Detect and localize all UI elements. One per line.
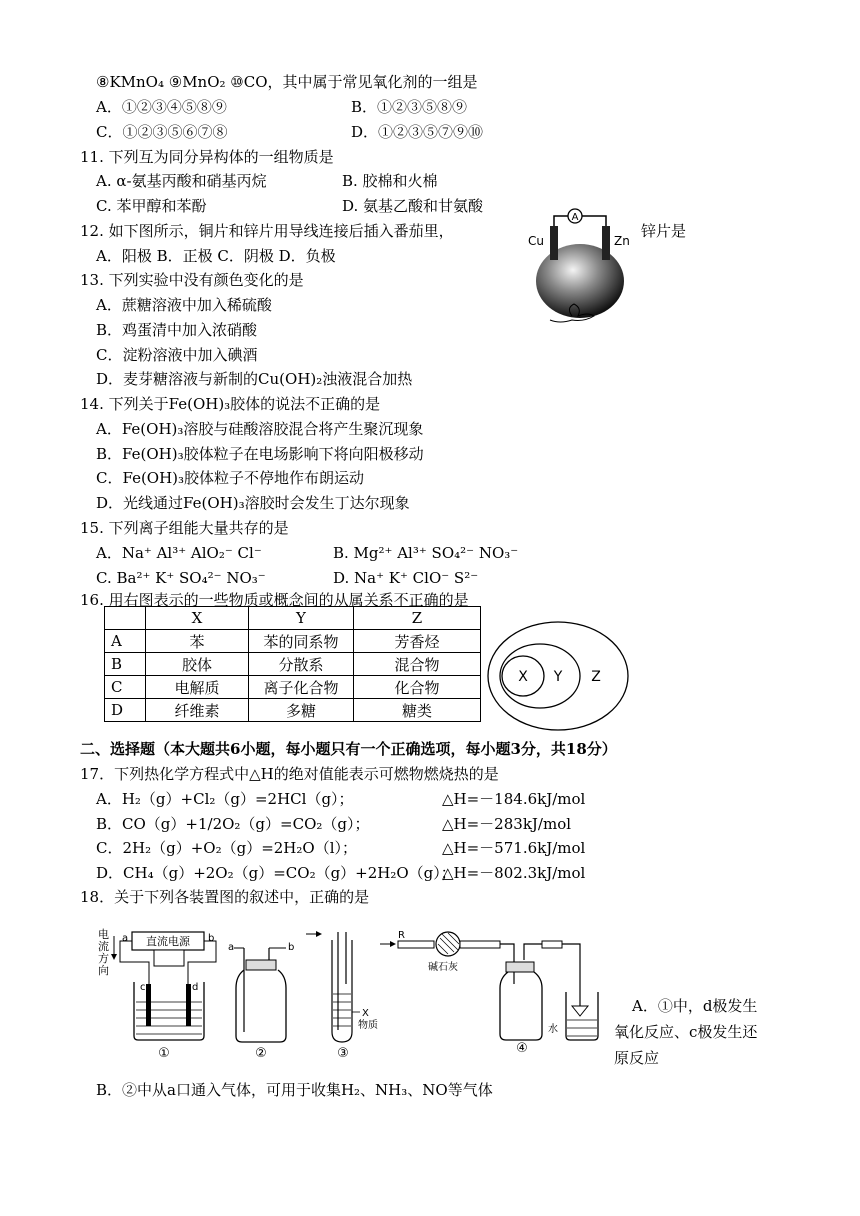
zinc-electrode: [602, 226, 610, 260]
wire-left: [554, 216, 568, 226]
q14-option-b: B．Fe(OH)₃胶体粒子在电场影响下将向阳极移动: [96, 445, 424, 463]
table-cell: C: [105, 676, 146, 699]
table-cell: D: [105, 699, 146, 722]
zn-label: Zn: [614, 234, 630, 248]
table-row: [105, 653, 481, 676]
solution-lines: [136, 1002, 202, 1034]
table-cell: 分散系: [249, 653, 354, 676]
label-d: d: [192, 982, 199, 993]
soda-lime-label: 碱石灰: [428, 962, 458, 973]
current-arrow-head: [111, 954, 117, 960]
table-row: [105, 630, 481, 653]
table-cell: 离子化合物: [249, 676, 354, 699]
q16-stem: 16. 用右图表示的一些物质或概念间的从属关系不正确的是: [80, 591, 469, 609]
apparatus-3-test-tube: [306, 931, 378, 1061]
table-cell: 电解质: [146, 676, 249, 699]
q17-option-b-dh: △H=－283kJ/mol: [442, 815, 572, 833]
q11-option-a: A. α-氨基丙酸和硝基丙烷: [96, 172, 267, 190]
q10-stem: ⑧KMnO₄ ⑨MnO₂ ⑩CO，其中属于常见氧化剂的一组是: [96, 73, 478, 91]
q18-option-a-line2: 氧化反应、c极发生还: [614, 1023, 758, 1041]
table-cell: 糖类: [354, 699, 481, 722]
copper-electrode: [550, 226, 558, 260]
q17-option-d-dh: △H=－802.3kJ/mol: [442, 864, 586, 882]
q11-stem: 11. 下列互为同分异构体的一组物质是: [80, 148, 334, 166]
apparatus-1-electrolysis: [98, 927, 216, 1061]
q13-stem: 13. 下列实验中没有颜色变化的是: [80, 271, 304, 289]
table-cell: B: [105, 653, 146, 676]
q17-option-c-equation: C．2H₂（g）+O₂（g）=2H₂O（l）；: [96, 839, 357, 857]
current-dir-char: 向: [98, 964, 109, 977]
label-b: b: [208, 933, 215, 944]
apparatus-2-gas-bottle: [228, 942, 294, 1061]
q13-option-d: D．麦芽糖溶液与新制的Cu(OH)₂浊液混合加热: [96, 370, 413, 388]
table-cell: 胶体: [146, 653, 249, 676]
bottle-4: [500, 972, 542, 1040]
q11-option-c: C. 苯甲醇和苯酚: [96, 197, 207, 215]
table-cell: 芳香烃: [354, 630, 481, 653]
electrode-d: [186, 984, 191, 1026]
venn-z-label: Z: [591, 669, 601, 685]
drying-bulb: [436, 932, 460, 956]
q14-stem: 14. 下列关于Fe(OH)₃胶体的说法不正确的是: [80, 395, 381, 413]
electrode-holder: [154, 950, 184, 966]
table-cell: 纤维素: [146, 699, 249, 722]
q15-option-d: D. Na⁺ K⁺ ClO⁻ S²⁻: [333, 569, 479, 587]
label-c: c: [140, 982, 146, 993]
q15-option-c: C. Ba²⁺ K⁺ SO₄²⁻ NO₃⁻: [96, 569, 266, 587]
table-row: [105, 699, 481, 722]
tomato-shape: [536, 244, 624, 318]
x-label: X: [362, 1008, 369, 1019]
q18-stem: 18．关于下列各装置图的叙述中，正确的是: [80, 888, 370, 906]
table-cell: [105, 607, 146, 630]
label-a: a: [228, 942, 235, 953]
table-cell: 苯: [146, 630, 249, 653]
q17-option-a-dh: △H=－184.6kJ/mol: [442, 790, 586, 808]
q11-option-b: B. 胶棉和火棉: [342, 172, 438, 190]
section-2-heading: 二、选择题（本大题共6小题，每小题只有一个正确选项，每小题3分，共18分）: [80, 740, 617, 758]
q15-option-b: B. Mg²⁺ Al³⁺ SO₄²⁻ NO₃⁻: [333, 544, 519, 562]
q13-option-c: C．淀粉溶液中加入碘酒: [96, 346, 258, 364]
q14-option-c: C．Fe(OH)₃胶体粒子不停地作布朗运动: [96, 469, 365, 487]
wire-right: [582, 216, 606, 226]
q12-options: A．阳极 B．正极 C．阴极 D．负极: [96, 247, 336, 265]
figure-4-number: ④: [516, 1041, 528, 1056]
table-cell: 化合物: [354, 676, 481, 699]
q14-option-a: A．Fe(OH)₃溶胶与硅酸溶胶混合将产生聚沉现象: [96, 420, 424, 438]
table-cell: 苯的同系物: [249, 630, 354, 653]
table-row: [105, 676, 481, 699]
stopper: [246, 960, 276, 970]
venn-y-ellipse: [500, 644, 580, 708]
table-cell: Y: [249, 607, 354, 630]
table-cell: Z: [354, 607, 481, 630]
q17-option-d-equation: D．CH₄（g）+2O₂（g）=CO₂（g）+2H₂O（g）；: [96, 864, 456, 882]
q10-option-a: A．①②③④⑤⑧⑨: [96, 98, 227, 116]
q13-option-b: B．鸡蛋清中加入浓硝酸: [96, 321, 258, 339]
label-r: R: [398, 930, 405, 941]
apparatus-4-absorption: [380, 930, 598, 1056]
table-cell: X: [146, 607, 249, 630]
venn-x-label: X: [518, 669, 528, 685]
q17-option-c-dh: △H=－571.6kJ/mol: [442, 839, 586, 857]
q15-option-a: A．Na⁺ Al³⁺ AlO₂⁻ Cl⁻: [96, 544, 262, 562]
q17-option-a-equation: A．H₂（g）+Cl₂（g）=2HCl（g）；: [96, 790, 354, 808]
ammeter-label: A: [571, 212, 579, 223]
q10-option-c: C．①②③⑤⑥⑦⑧: [96, 123, 228, 141]
q17-stem: 17．下列热化学方程式中△H的绝对值能表示可燃物燃烧热的是: [80, 765, 499, 783]
q12-stem: 12. 如下图所示，铜片和锌片用导线连接后插入番茄里，: [80, 222, 454, 240]
cu-label: Cu: [528, 234, 544, 248]
q17-option-b-equation: B．CO（g）+1/2O₂（g）=CO₂（g）；: [96, 815, 370, 833]
q18-apparatus-figure: [94, 924, 614, 1064]
label-b: b: [288, 942, 295, 953]
water-label: 水: [548, 1024, 558, 1035]
table-cell: A: [105, 630, 146, 653]
venn-diagram: [486, 620, 631, 732]
q10-option-d: D．①②③⑤⑦⑨⑩: [351, 123, 484, 141]
q11-option-d: D. 氨基乙酸和甘氨酸: [342, 197, 484, 215]
current-dir-char: 流: [98, 940, 109, 953]
q15-stem: 15. 下列离子组能大量共存的是: [80, 519, 289, 537]
q16-table: [104, 606, 481, 722]
q10-option-b: B．①②③⑤⑧⑨: [351, 98, 468, 116]
table-cell: 多糖: [249, 699, 354, 722]
current-dir-char: 方: [98, 952, 109, 965]
table-header-row: [105, 607, 481, 630]
q18-option-a-line1: A．①中，d极发生: [632, 997, 758, 1015]
dc-power-label: 直流电源: [146, 935, 190, 948]
funnel: [572, 1006, 588, 1016]
tomato-battery-figure: [524, 204, 634, 326]
current-dir-char: 电: [98, 928, 109, 941]
beaker-4: [566, 992, 598, 1040]
table-cell: 混合物: [354, 653, 481, 676]
x-substance-label: 物质: [358, 1020, 378, 1031]
q18-option-a-line3: 原反应: [614, 1049, 660, 1067]
q18-option-b: B．②中从a口通入气体，可用于收集H₂、NH₃、NO等气体: [96, 1081, 493, 1099]
venn-y-label: Y: [553, 669, 563, 685]
q12-stem-tail: 锌片是: [641, 222, 687, 240]
label-a: a: [122, 933, 129, 944]
figure-3-number: ③: [337, 1046, 349, 1061]
q14-option-d: D．光线通过Fe(OH)₃溶胶时会发生丁达尔现象: [96, 494, 410, 512]
q13-option-a: A．蔗糖溶液中加入稀硫酸: [96, 296, 272, 314]
figure-2-number: ②: [255, 1046, 267, 1061]
test-tube: [332, 940, 352, 1042]
electrode-c: [146, 984, 151, 1026]
figure-1-number: ①: [158, 1046, 170, 1061]
